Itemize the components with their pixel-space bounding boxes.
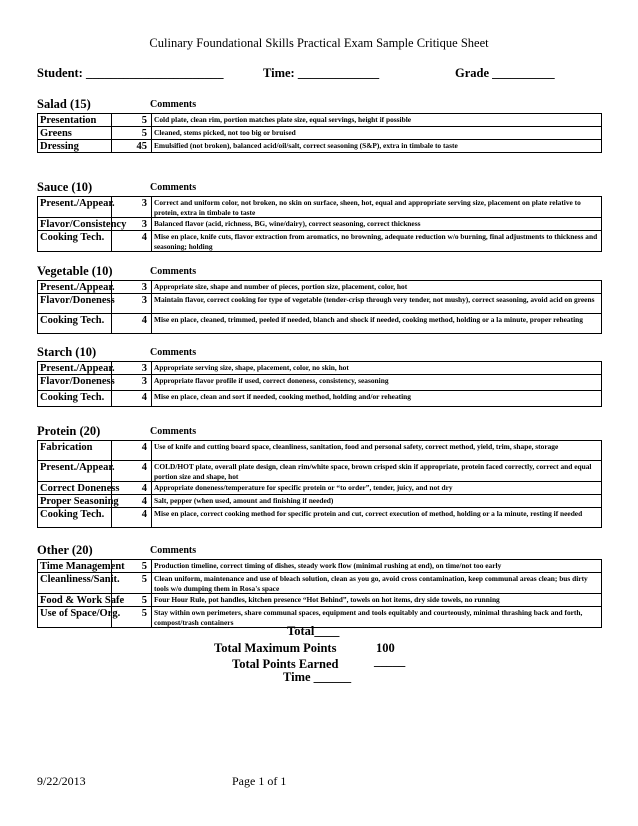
- section-vegetable: [37, 264, 602, 334]
- table-row: [38, 281, 602, 294]
- criterion-points: 4: [112, 231, 152, 252]
- criterion-comment: Emulsified (not broken), balanced acid/oil/salt, correct seasoning (S&P), extra in timbale to taste: [152, 140, 602, 153]
- section-other: [37, 543, 602, 628]
- criterion-points: 5: [112, 114, 152, 127]
- criterion-name: Presentation: [38, 114, 112, 127]
- table-row: [38, 391, 602, 407]
- criterion-points: 5: [112, 594, 152, 607]
- criterion-comment: Correct and uniform color, not broken, no skin on surface, sheen, hot, equal and appropriate serving size, placement on plate relative to protein, extra in timbale to taste: [152, 197, 602, 218]
- critique-table: [37, 196, 602, 252]
- criterion-name: Correct Doneness: [38, 482, 112, 495]
- criterion-comment: Appropriate flavor profile if used, correct doneness, consistency, seasoning: [152, 375, 602, 391]
- criterion-points: 4: [112, 508, 152, 528]
- table-row: [38, 197, 602, 218]
- criterion-comment: Stay within own perimeters, share communal spaces, equipment and tools equitably and courteously, minimal thrashing back and forth, compost/trash containers: [152, 607, 602, 628]
- criterion-points: 5: [112, 127, 152, 140]
- critique-table: [37, 440, 602, 528]
- table-row: [38, 560, 602, 573]
- total-earned-label: Total Points Earned: [232, 657, 339, 671]
- criterion-comment: Mise en place, cleaned, trimmed, peeled if needed, blanch and shock if needed, cooking method, holding or a la minute, proper reheating: [152, 314, 602, 334]
- table-row: [38, 594, 602, 607]
- criterion-points: 3: [112, 281, 152, 294]
- section-heading: Vegetable (10): [37, 264, 113, 278]
- section-protein: [37, 424, 602, 528]
- criterion-comment: Mise en place, knife cuts, flavor extraction from aromatics, no browning, adequate reduction w/o burning, final adjustments to thickness and seasoning; holding: [152, 231, 602, 252]
- section-sauce: [37, 180, 602, 252]
- criterion-comment: Cold plate, clean rim, portion matches plate size, equal servings, height if possible: [152, 114, 602, 127]
- footer-page-number: Page 1 of 1: [232, 774, 287, 788]
- criterion-name: Cooking Tech.: [38, 391, 112, 407]
- criterion-name: Food & Work Safe: [38, 594, 112, 607]
- criterion-comment: Maintain flavor, correct cooking for type of vegetable (tender-crisp through very tender, not mushy), correct seasoning, avoid acid on greens: [152, 294, 602, 314]
- table-row: [38, 495, 602, 508]
- criterion-name: Flavor/Consistency: [38, 218, 112, 231]
- time-total-field[interactable]: Time ______: [283, 670, 352, 684]
- grade-field[interactable]: Grade __________: [455, 66, 555, 80]
- criterion-comment: Mise en place, clean and sort if needed, cooking method, holding and/or reheating: [152, 391, 602, 407]
- criterion-comment: Cleaned, stems picked, not too big or bruised: [152, 127, 602, 140]
- total-max-label: Total Maximum Points: [214, 641, 337, 655]
- table-row: [38, 441, 602, 461]
- footer-date: 9/22/2013: [37, 774, 86, 788]
- criterion-name: Present./Appear.: [38, 281, 112, 294]
- section-heading: Starch (10): [37, 345, 97, 359]
- section-salad: [37, 97, 602, 153]
- section-starch: [37, 345, 602, 407]
- page-title: Culinary Foundational Skills Practical Exam Sample Critique Sheet: [149, 36, 489, 50]
- criterion-comment: Appropriate serving size, shape, placement, color, no skin, hot: [152, 362, 602, 375]
- criterion-points: 5: [112, 573, 152, 594]
- table-row: [38, 573, 602, 594]
- criterion-name: Proper Seasoning: [38, 495, 112, 508]
- comments-label: Comments: [150, 545, 197, 556]
- criterion-name: Cooking Tech.: [38, 508, 112, 528]
- criterion-comment: Production timeline, correct timing of dishes, steady work flow (minimal rushing at end), on time/not too early: [152, 560, 602, 573]
- criterion-name: Flavor/Doneness: [38, 375, 112, 391]
- section-heading: Protein (20): [37, 424, 101, 438]
- criterion-comment: Use of knife and cutting board space, cleanliness, sanitation, food and personal safety, correct method, yield, trim, shape, storage: [152, 441, 602, 461]
- critique-table: [37, 559, 602, 628]
- table-row: [38, 362, 602, 375]
- table-row: [38, 231, 602, 252]
- criterion-points: 3: [112, 294, 152, 314]
- table-row: [38, 482, 602, 495]
- criterion-name: Present./Appear.: [38, 461, 112, 482]
- critique-table: [37, 361, 602, 407]
- criterion-name: Use of Space/Org.: [38, 607, 112, 628]
- criterion-points: 3: [112, 218, 152, 231]
- critique-table: [37, 280, 602, 334]
- student-field[interactable]: Student: ______________________: [37, 66, 224, 80]
- criterion-points: 4: [112, 441, 152, 461]
- comments-label: Comments: [150, 426, 197, 437]
- table-row: [38, 375, 602, 391]
- total-max-value: 100: [376, 641, 395, 655]
- criterion-comment: Balanced flavor (acid, richness, BG, wine/dairy), correct seasoning, correct thickness: [152, 218, 602, 231]
- criterion-comment: Mise en place, correct cooking method for specific protein and cut, correct execution of method, holding or a la minute, resting if needed: [152, 508, 602, 528]
- table-row: [38, 294, 602, 314]
- criterion-comment: COLD/HOT plate, overall plate design, clean rim/white space, brown crisped skin if appropriate, protein faced correctly, correct and equal portion size and shape, hot: [152, 461, 602, 482]
- section-heading: Other (20): [37, 543, 93, 557]
- comments-label: Comments: [150, 99, 197, 110]
- criterion-name: Present./Appear.: [38, 197, 112, 218]
- criterion-name: Cooking Tech.: [38, 231, 112, 252]
- table-row: [38, 218, 602, 231]
- criterion-comment: Appropriate doneness/temperature for specific protein or “to order”, tender, juicy, and not dry: [152, 482, 602, 495]
- criterion-name: Fabrication: [38, 441, 112, 461]
- criterion-points: 5: [112, 607, 152, 628]
- table-row: [38, 127, 602, 140]
- criterion-comment: Salt, pepper (when used, amount and finishing if needed): [152, 495, 602, 508]
- table-row: [38, 508, 602, 528]
- criterion-name: Cooking Tech.: [38, 314, 112, 334]
- criterion-points: 3: [112, 197, 152, 218]
- total-field[interactable]: Total____: [287, 624, 340, 638]
- section-heading: Sauce (10): [37, 180, 93, 194]
- table-row: [38, 461, 602, 482]
- criterion-comment: Clean uniform, maintenance and use of bleach solution, clean as you go, avoid cross contamination, keep communal areas clean; bus dirty tools w/o dumping them in Rosa's space: [152, 573, 602, 594]
- criterion-name: Time Management: [38, 560, 112, 573]
- criterion-points: 4: [112, 314, 152, 334]
- criterion-name: Flavor/Doneness: [38, 294, 112, 314]
- criterion-name: Cleanliness/Sanit.: [38, 573, 112, 594]
- criterion-points: 5: [112, 560, 152, 573]
- table-row: [38, 114, 602, 127]
- total-earned-field[interactable]: _____: [374, 654, 406, 668]
- table-row: [38, 140, 602, 153]
- criterion-points: 4: [112, 482, 152, 495]
- criterion-name: Greens: [38, 127, 112, 140]
- criterion-comment: Four Hour Rule, pot handles, kitchen presence “Hot Behind”, towels on hot items, dry side towels, no running: [152, 594, 602, 607]
- criterion-points: 4: [112, 495, 152, 508]
- criterion-points: 3: [112, 375, 152, 391]
- critique-table: [37, 113, 602, 153]
- criterion-points: 3: [112, 362, 152, 375]
- section-heading: Salad (15): [37, 97, 91, 111]
- criterion-points: 4: [112, 391, 152, 407]
- criterion-points: 4: [112, 461, 152, 482]
- table-row: [38, 314, 602, 334]
- criterion-comment: Appropriate size, shape and number of pieces, portion size, placement, color, hot: [152, 281, 602, 294]
- comments-label: Comments: [150, 347, 197, 358]
- criterion-name: Present./Appear.: [38, 362, 112, 375]
- comments-label: Comments: [150, 266, 197, 277]
- criterion-name: Dressing: [38, 140, 112, 153]
- criterion-points: 45: [112, 140, 152, 153]
- time-field[interactable]: Time: _____________: [263, 66, 380, 80]
- comments-label: Comments: [150, 182, 197, 193]
